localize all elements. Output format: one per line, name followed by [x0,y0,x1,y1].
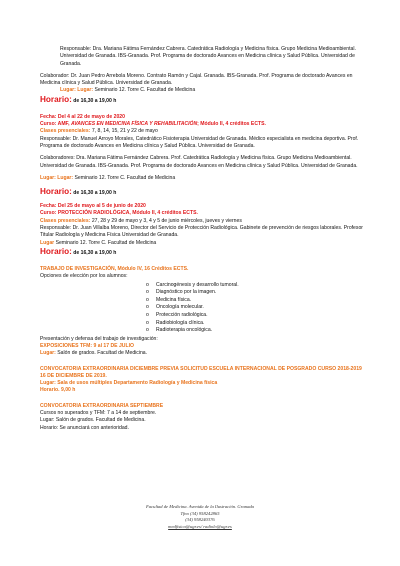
section5-lugar: Lugar: Sala de usos múltiples Departamento Radiología y Medicina física [40,380,218,387]
horario-label: Horario: [40,246,72,256]
section6-title: CONVOCATORIA EXTRAORDINARIA SEPTIEMBRE [40,402,164,409]
footer-fax: (34) 958240376 [185,517,215,523]
lugar-text: Seminario 12. Torre C. Facultad de Medicina [73,174,176,181]
page-footer [0,504,400,530]
bullet-icon: o [146,296,149,303]
document-body [40,46,364,432]
list-item [146,327,364,335]
section3-lugar [40,240,364,247]
bullet-icon: o [146,319,149,326]
horario-text: de 16,30 a 19,00 h [71,190,117,197]
bullet-icon: o [146,311,149,318]
section3-clases [40,218,364,225]
lugar-text: Seminario 12. Torre C. Facultad de Medicina [54,239,157,246]
section6-line2: Lugar: Salón de grados. Facultad de Medicina. [40,417,146,424]
bullet-icon: o [146,327,149,334]
curso-rest: ; Módulo II, 4 créditos ECTS. [197,121,266,128]
footer-phone: Tfno (34) 958242865 [180,510,220,516]
section2-fecha: Fecha: Del 4 al 22 de mayo de 2020 [40,113,125,120]
list-item [146,320,364,328]
section4-intro: Opciones de elección por los alumnos: [40,273,128,280]
section2-responsable: Responsable: Dr. Manuel Arroyo Morales, Catedrático Fisioterapia Universidad de Granada. Médico especialista en medicina deportiva. Prof. Programa de doctorado Avances en Medicina clínica y Salud Pública. Universidad de Granada. [40,135,359,149]
section3-responsable: Responsable: Dr. Juan Villalba Moreno, Director del Servicio de Protección Radiológica. Gabinete de prevención de riesgos laborales. Profesor Titular Radiología y Medicina Física Universidad de Granada. [40,225,363,239]
list-item [146,297,364,305]
option-text: Protección radiológica. [156,311,208,318]
section4-lugar [40,350,364,357]
option-text: Oncología molecular. [156,304,204,311]
lugar-label: Lugar: Lugar: [40,174,74,181]
section3-horario [40,247,364,258]
bullet-icon: o [146,289,149,296]
option-text: Radioterapia oncológica. [156,327,213,334]
horario-label: Horario: [40,187,72,197]
curso-label: Curso: AMF, [40,121,71,128]
clases-text: 7, 8, 14, 15, 21 y 22 de mayo [90,128,158,135]
section2-colaboradores: Colaboradores: Dra. Mariana Fátima Fernández Cabrera. Prof. Catedrática Radiología y Medicina física. Grupo Medicina Medioambiental. Universidad de Granada. IBS-Granada. Prof. Programa de doctorado Avances en Medicina clínica y Salud Pública. Universidad de Granada. [40,155,358,169]
section2-clases [40,128,364,135]
section4-title: TRABAJO DE INVESTIGACIÓN, Módulo IV, 16 Créditos ECTS. [40,265,189,272]
responsable-paragraph: Responsable: Dra. Mariana Fátima Fernández Cabrera. Catedrática Radiología y Medicina física. Grupo Medicina Medioambiental. Universidad de Granada. IBS-Granada. Prof. Programa de doctorado Avances en Medicina clínica y Salud Pública. Universidad de Granada. [60,46,356,67]
section6-line1: Cursos no superados y TFM: 7 a 14 de septiembre. [40,410,157,417]
section2-horario [40,187,364,198]
option-text: Medicina física. [156,296,192,303]
section4-presentacion: Presentación y defensa del trabajo de investigación: [40,335,158,342]
section5-horario: Horario. 9,00 h [40,387,76,394]
colaborador-paragraph: Colaborador: Dr. Juan Pedro Arrebola Moreno. Contrato Ramón y Cajal. Granada. IBS-Granada. Prof. Programa de doctorado Avances en Medicina clínica y Salud Pública. Universidad de Granada. [40,72,353,87]
horario-label: Horario: [40,94,72,104]
clases-text: 27, 28 y 29 de mayo y 3, 4 y 5 de junio miércoles, jueves y viernes [90,217,242,224]
clases-label: Clases presenciales: [40,128,91,135]
section2-curso [40,121,364,128]
bullet-icon: o [146,281,149,288]
footer-email-link[interactable]: medfisica@ugr.es/ radiolo@ugr.es [168,523,232,529]
list-item [146,312,364,320]
section5-title: CONVOCATORIA EXTRAORDINARIA DICIEMBRE PREVIA SOLICITUD ESCUELA INTERNACIONAL DE POSGRADO CURSO 2018-2019 16 DE DICIEMBRE DE 2019. [40,365,362,379]
lugar-text: Seminario 12. Torre C. Facultad de Medicina [93,87,196,94]
option-text: Diagnóstico por la imagen. [156,289,217,296]
lugar-label: Lugar: [40,350,56,357]
list-item [146,304,364,312]
lugar-label: Lugar [40,239,55,246]
option-text: Radiobiología clínica. [156,319,205,326]
clases-label: Clases presenciales: [40,217,91,224]
curso-title: AVANCES EN MEDICINA FÍSICA Y REHABILITACIÓN [70,121,198,128]
section4-exposiciones: EXPOSICIONES TFM: 9 al 17 DE JULIO [40,342,134,349]
footer-address: Facultad de Medicina. Avenida de la Ilustración. Granada [146,504,254,509]
option-text: Carcinogénesis y desarrollo tumoral. [156,281,239,288]
horario-line [40,95,364,106]
bullet-icon: o [146,304,149,311]
horario-text: de 16,30 a 19,00 h [71,249,117,256]
lugar-line [40,87,364,94]
options-list [40,282,364,335]
horario-text: de 16,30 a 19,00 h [71,97,117,104]
list-item [146,289,364,297]
lugar-label: Lugar: Lugar: [60,87,94,94]
lugar-text: Salón de grados. Facultad de Medicina. [55,350,148,357]
section6-line3: Horario: Se anunciará con anterioridad. [40,424,129,431]
section3-fecha: Fecha: Del 25 de mayo al 5 de junio de 2020 [40,203,146,210]
list-item [146,282,364,290]
section2-lugar [40,175,364,182]
section3-curso: Curso: PROTECCIÓN RADIOLÓGICA, Módulo II, 4 créditos ECTS. [40,210,198,217]
